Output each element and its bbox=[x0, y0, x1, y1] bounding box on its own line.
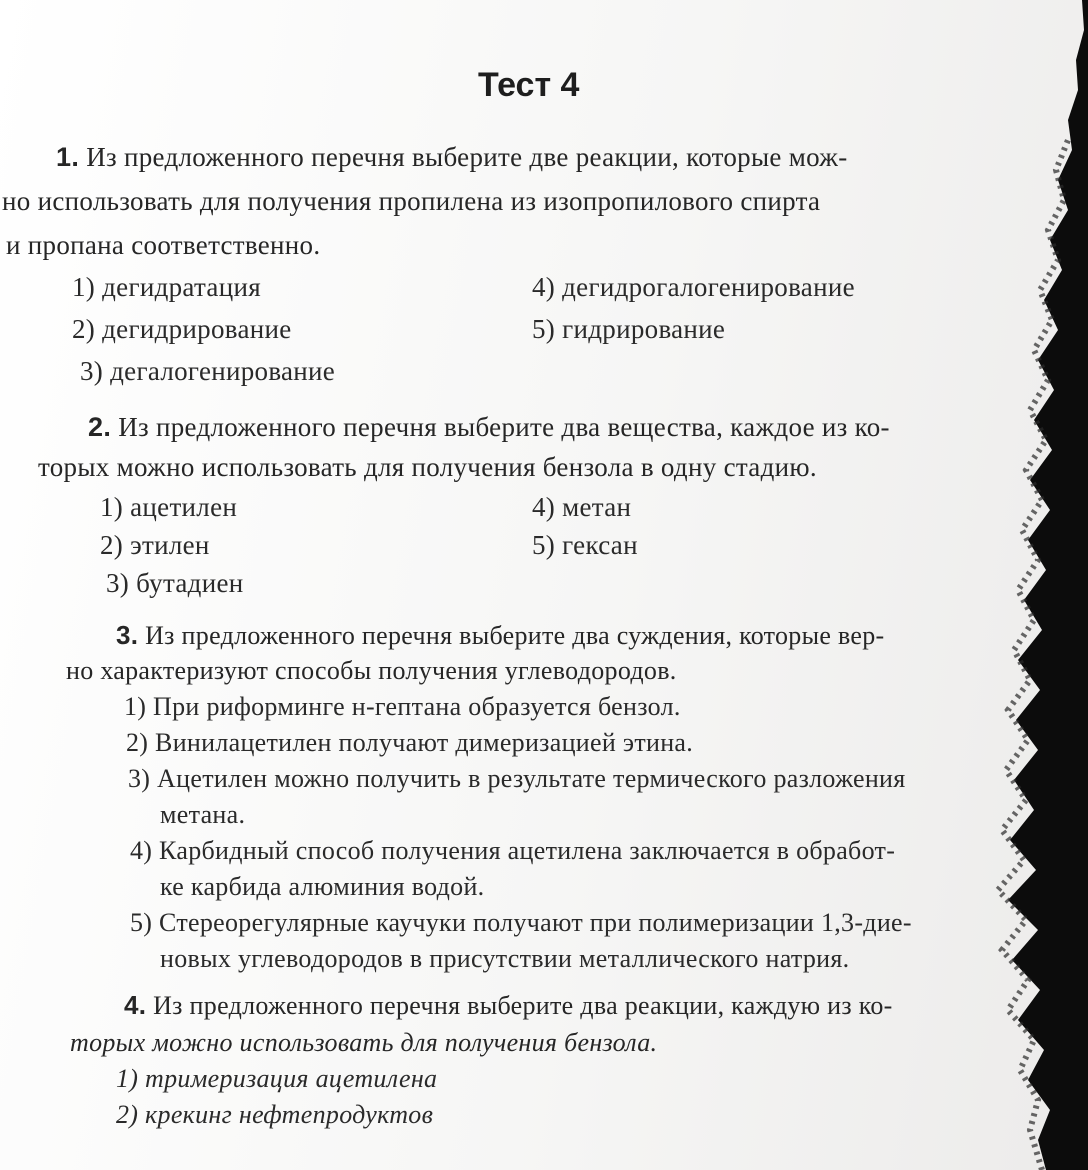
page-title: Тест 4 bbox=[478, 66, 580, 104]
question-3-line-1 bbox=[116, 620, 885, 651]
question-3-option-5: 5) Стереорегулярные каучуки получают при полимеризации 1,3-дие- bbox=[130, 908, 912, 937]
question-4-line-2: торых можно использовать для получения бензола. bbox=[70, 1028, 658, 1057]
question-2-line-2: торых можно использовать для получения бензола в одну стадию. bbox=[38, 452, 817, 482]
question-2-option-3: 3) бутадиен bbox=[106, 568, 244, 598]
question-1-line-1 bbox=[56, 142, 848, 173]
question-2-line-1 bbox=[88, 412, 890, 443]
question-3-option-3-cont: метана. bbox=[160, 800, 246, 829]
question-1-option-1: 1) дегидратация bbox=[72, 272, 261, 302]
question-2-text-1: Из предложенного перечня выберите два вещества, каждое из ко- bbox=[118, 412, 890, 442]
question-1-option-3: 3) дегалогенирование bbox=[80, 356, 336, 386]
question-3-option-3: 3) Ацетилен можно получить в результате термического разложения bbox=[128, 764, 906, 793]
question-2-option-2: 2) этилен bbox=[100, 530, 210, 560]
question-1-line-2: но использовать для получения пропилена из изопропилового спирта bbox=[2, 186, 821, 216]
question-3-option-4: 4) Карбидный способ получения ацетилена заключается в обработ- bbox=[130, 836, 896, 865]
question-4-number: 4. bbox=[124, 990, 147, 1020]
question-4-line-1 bbox=[124, 990, 893, 1021]
question-1-option-5: 5) гидрирование bbox=[532, 314, 726, 344]
question-3-option-4-cont: ке карбида алюминия водой. bbox=[160, 872, 485, 901]
question-2-option-5: 5) гексан bbox=[532, 530, 638, 560]
question-1-line-3: и пропана соответственно. bbox=[6, 230, 321, 260]
scan-dark-edge bbox=[968, 0, 1088, 1170]
question-3-option-2: 2) Винилацетилен получают димеризацией этина. bbox=[126, 728, 694, 757]
question-1-text-1: Из предложенного перечня выберите две реакции, которые мож- bbox=[86, 142, 848, 172]
question-3-option-5-cont: новых углеводородов в присутствии металлического натрия. bbox=[160, 944, 850, 973]
question-3-number: 3. bbox=[116, 620, 139, 650]
question-2-option-4: 4) метан bbox=[532, 492, 632, 522]
question-1-option-2: 2) дегидрирование bbox=[72, 314, 292, 344]
question-1-number: 1. bbox=[56, 142, 80, 172]
question-3-line-2: но характеризуют способы получения углеводородов. bbox=[66, 656, 677, 685]
question-3-text-1: Из предложенного перечня выберите два суждения, которые вер- bbox=[145, 621, 885, 650]
question-4-text-1: Из предложенного перечня выберите два реакции, каждую из ко- bbox=[153, 991, 893, 1020]
question-4-option-1: 1) тримеризация ацетилена bbox=[116, 1064, 438, 1093]
question-4-option-2: 2) крекинг нефтепродуктов bbox=[116, 1100, 434, 1129]
question-3-option-1: 1) При риформинге н-гептана образуется бензол. bbox=[124, 692, 681, 721]
question-2-number: 2. bbox=[88, 412, 112, 442]
question-1-option-4: 4) дегидрогалогенирование bbox=[532, 272, 855, 302]
question-2-option-1: 1) ацетилен bbox=[100, 492, 238, 522]
